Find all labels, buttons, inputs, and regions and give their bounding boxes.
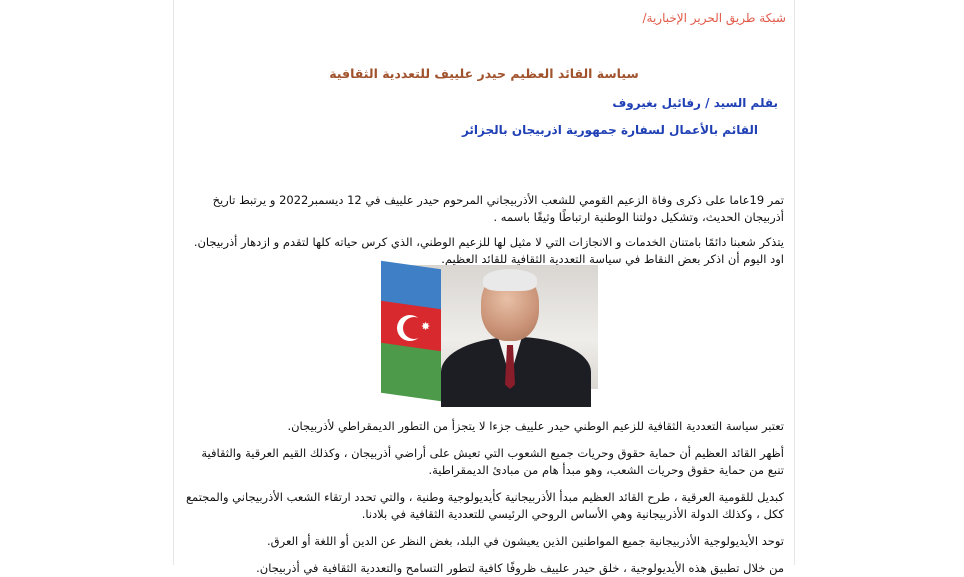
flag-star-icon: ✸ bbox=[421, 320, 431, 333]
portrait-hair bbox=[483, 269, 537, 291]
article-author: بقلم السيد / رفائيل بغيروف bbox=[612, 96, 778, 110]
article-photo bbox=[381, 265, 598, 389]
paragraph-6: توحد الأيديولوجية الأذربيجانية جميع المواطنين الذين يعيشون في البلد، بغض النظر عن الدين أو اللغة أو العرق. bbox=[267, 533, 784, 548]
paragraph-5: كبديل للقومية العرقية ، طرح القائد العظيم مبدأ الأذربيجانية كأيديولوجية وطنية ، والتي تحدد ارتقاء الشعب الأذربيجاني والمجتمع ككل ، وكذلك الدولة الأذربيجانية وهي الأساس الروحي الرئيسي للتعددية الثقافية في بلادنا. bbox=[185, 489, 784, 521]
site-name-link[interactable]: شبكة طريق الحرير الإخبارية/ bbox=[642, 11, 786, 25]
author-role: القائم بالأعمال لسفارة جمهورية اذربيجان بالجزائر bbox=[461, 123, 758, 137]
paragraph-7: من خلال تطبيق هذه الأيديولوجية ، خلق حيدر علييف ظروفًا كافية لتطور التسامح والتعددية الثقافية في أذربيجان. bbox=[256, 560, 784, 575]
flag-green-stripe bbox=[381, 343, 441, 401]
paragraph-4: أظهر القائد العظيم أن حماية حقوق وحريات جميع الشعوب التي تعيش على أراضي أذربيجان ، وكذلك القيم العرقية والثقافية تنبع من حماية حقوق وحريات الشعب، وهو مبدأ هام من مبادئ الديمقراطية. bbox=[201, 445, 784, 477]
article-page bbox=[173, 0, 795, 575]
paragraph-2: يتذكر شعبنا دائمًا بامتنان الخدمات و الانجازات التي لا مثيل لها للزعيم الوطني، الذي كرس حياته كلها لتقدم و ازدهار أذربيجان. اود اليوم أن اذكر بعض النقاط في سياسة التعددية الثقافية للقائد العظيم. bbox=[193, 234, 784, 266]
paragraph-1: تمر 19عاما على ذكرى وفاة الزعيم القومي للشعب الأذربيجاني المرحوم حيدر علييف في 12 ديسمبر2022 و يرتبط تاريخ أذربيجان الحديث، وتشكيل دولتنا الوطنية ارتباطًا وثيقًا باسمه . bbox=[212, 192, 784, 224]
article-title: سياسة القائد العظيم حيدر علييف للتعددية الثقافية bbox=[329, 66, 639, 81]
paragraph-3: تعتبر سياسة التعددية الثقافية للزعيم الوطني حيدر علييف جزءا لا يتجزأ من التطور الديمقراطي لأذربيجان. bbox=[287, 418, 784, 433]
